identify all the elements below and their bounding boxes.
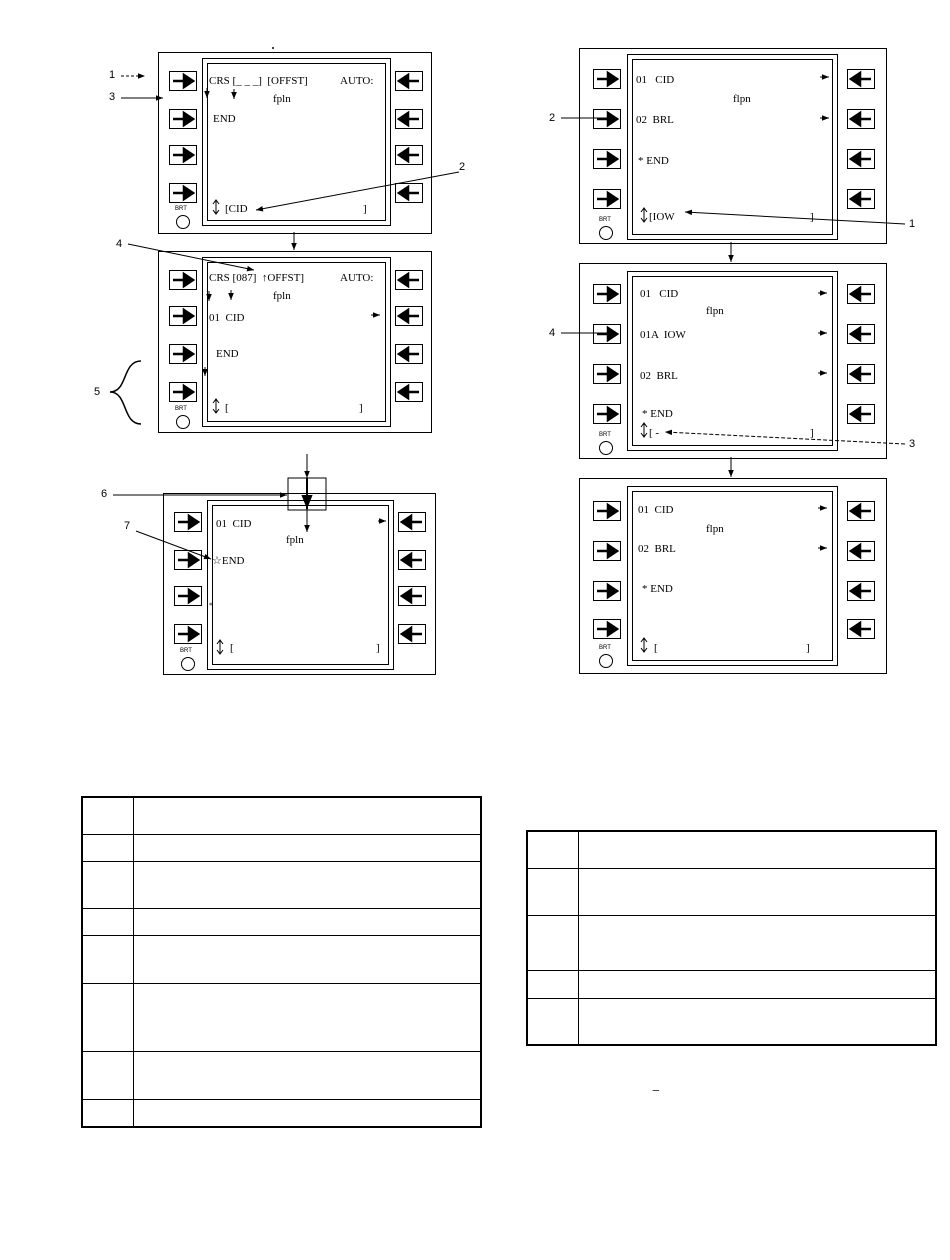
table-cell — [82, 797, 134, 834]
end-line: END — [216, 348, 239, 360]
table-cell — [134, 1099, 482, 1127]
scratchpad-close: ] — [806, 642, 810, 654]
end-line: ☆END — [212, 555, 245, 567]
line-select-key-r2[interactable] — [398, 550, 426, 570]
line-select-key-r1[interactable] — [847, 69, 875, 89]
brt-knob[interactable] — [181, 657, 195, 671]
callout-4: 4 — [116, 238, 123, 250]
line-select-key-r3[interactable] — [398, 586, 426, 606]
arrow-left-icon — [848, 110, 874, 128]
line-select-key-l3[interactable] — [169, 344, 197, 364]
table-cell — [579, 970, 937, 998]
callout-7: 7 — [124, 520, 131, 532]
line-select-key-l3[interactable] — [593, 149, 621, 169]
arrow-left-icon — [399, 625, 425, 643]
arrow-right-icon — [175, 625, 201, 643]
arrow-right-icon — [594, 365, 620, 383]
line-select-key-l3[interactable] — [593, 364, 621, 384]
callout-3: 3 — [109, 91, 116, 103]
line-select-key-r4[interactable] — [847, 619, 875, 639]
line-select-key-r1[interactable] — [847, 284, 875, 304]
arrow-left-icon — [399, 551, 425, 569]
line-select-key-l2[interactable] — [593, 109, 621, 129]
line-select-key-r2[interactable] — [395, 109, 423, 129]
line-select-key-r4[interactable] — [395, 183, 423, 203]
arrow-right-icon — [175, 513, 201, 531]
brt-label: BRT — [175, 406, 187, 412]
line-select-key-r4[interactable] — [395, 382, 423, 402]
arrow-left-icon — [848, 582, 874, 600]
arrow-right-icon — [594, 285, 620, 303]
legend-table-right — [526, 830, 937, 1046]
brt-label: BRT — [599, 432, 611, 438]
brt-knob[interactable] — [176, 215, 190, 229]
arrow-right-icon — [594, 70, 620, 88]
line-select-key-l1[interactable] — [593, 284, 621, 304]
arrow-left-icon — [396, 72, 422, 90]
line-select-key-r3[interactable] — [847, 581, 875, 601]
line-select-key-l4[interactable] — [593, 619, 621, 639]
arrow-right-icon — [170, 383, 196, 401]
arrow-right-icon — [594, 150, 620, 168]
arrow-left-icon — [848, 285, 874, 303]
table-cell — [527, 915, 579, 970]
line-select-key-l4[interactable] — [593, 404, 621, 424]
arrow-right-icon — [594, 502, 620, 520]
crs-offset-line: CRS [_ _ _] [OFFST] — [209, 75, 308, 87]
line-select-key-r1[interactable] — [398, 512, 426, 532]
line-select-key-r4[interactable] — [398, 624, 426, 644]
line-select-key-r2[interactable] — [847, 109, 875, 129]
scratchpad: [CID — [225, 203, 248, 215]
arrow-right-icon — [594, 190, 620, 208]
line-select-key-r4[interactable] — [847, 404, 875, 424]
table-cell — [579, 998, 937, 1045]
brt-knob[interactable] — [599, 654, 613, 668]
arrow-right-icon — [170, 72, 196, 90]
table-cell — [82, 908, 134, 935]
table-cell — [134, 935, 482, 983]
scratchpad-close: ] — [810, 211, 814, 223]
line-select-key-r3[interactable] — [847, 149, 875, 169]
brt-knob[interactable] — [176, 415, 190, 429]
arrow-left-icon — [396, 184, 422, 202]
line-select-key-l3[interactable] — [174, 586, 202, 606]
arrow-right-icon — [594, 405, 620, 423]
arrow-right-icon — [594, 542, 620, 560]
waypoint-row-1: 01 CID — [209, 312, 245, 324]
brt-knob[interactable] — [599, 441, 613, 455]
table-cell — [527, 831, 579, 868]
line-select-key-l1[interactable] — [593, 501, 621, 521]
table-cell — [579, 868, 937, 915]
scratchpad: [ — [230, 642, 234, 654]
callout-5: 5 — [94, 386, 101, 398]
auto-label: AUTO: — [340, 75, 374, 87]
brt-knob[interactable] — [599, 226, 613, 240]
line-select-key-r1[interactable] — [395, 270, 423, 290]
line-select-key-r3[interactable] — [847, 364, 875, 384]
table-cell — [527, 998, 579, 1045]
line-select-key-r1[interactable] — [847, 501, 875, 521]
brt-label: BRT — [175, 206, 187, 212]
arrow-left-icon — [848, 405, 874, 423]
page-title: flpn — [733, 93, 751, 105]
end-line: * END — [642, 408, 673, 420]
line-select-key-l1[interactable] — [593, 69, 621, 89]
table-cell — [82, 1051, 134, 1099]
arrow-left-icon — [848, 502, 874, 520]
table-cell — [134, 861, 482, 908]
scratchpad: [IOW — [649, 211, 675, 223]
arrow-right-icon — [594, 620, 620, 638]
line-select-key-r4[interactable] — [847, 189, 875, 209]
end-line: END — [213, 113, 236, 125]
line-select-key-l3[interactable] — [169, 145, 197, 165]
table-cell — [134, 908, 482, 935]
table-cell — [82, 834, 134, 861]
scratchpad-close: ] — [359, 402, 363, 414]
arrow-right-icon — [170, 146, 196, 164]
brt-label: BRT — [180, 648, 192, 654]
waypoint-row-1: 01 CID — [216, 518, 252, 530]
waypoint-row-1: 01 CID — [640, 288, 679, 300]
arrow-left-icon — [848, 150, 874, 168]
brt-label: BRT — [599, 217, 611, 223]
cdu-unit-right-1 — [579, 48, 887, 244]
end-line: * END — [638, 155, 669, 167]
scratchpad: [ — [225, 402, 229, 414]
line-select-key-l1[interactable] — [169, 71, 197, 91]
arrow-left-icon — [396, 146, 422, 164]
legend-table-left — [81, 796, 482, 1128]
arrow-left-icon — [848, 542, 874, 560]
arrow-left-icon — [399, 513, 425, 531]
arrow-right-icon — [594, 582, 620, 600]
table-cell — [134, 834, 482, 861]
line-select-key-r2[interactable] — [847, 541, 875, 561]
arrow-left-icon — [848, 365, 874, 383]
table-cell — [82, 983, 134, 1051]
table-cell — [579, 831, 937, 868]
page-title: fpln — [286, 534, 304, 546]
line-select-key-l2[interactable] — [169, 306, 197, 326]
callout-6: 6 — [101, 488, 108, 500]
arrow-right-icon — [170, 345, 196, 363]
callout-1: 1 — [109, 69, 116, 81]
arrow-right-icon — [175, 551, 201, 569]
page-title: fpln — [273, 93, 291, 105]
arrow-left-icon — [396, 345, 422, 363]
brt-label: BRT — [599, 645, 611, 651]
arrow-left-icon — [396, 383, 422, 401]
scratchpad-close: ] — [810, 427, 814, 439]
line-select-key-l4[interactable] — [169, 183, 197, 203]
line-select-key-r3[interactable] — [395, 344, 423, 364]
arrow-right-icon — [170, 110, 196, 128]
waypoint-row-1: 01 CID — [636, 74, 675, 86]
page-title: flpn — [706, 305, 724, 317]
arrow-left-icon — [848, 190, 874, 208]
line-select-key-l4[interactable] — [174, 624, 202, 644]
table-cell — [82, 861, 134, 908]
callout-4: 4 — [549, 327, 556, 339]
waypoint-row-3: 02 BRL — [640, 370, 678, 382]
line-select-key-r2[interactable] — [395, 306, 423, 326]
callout-2: 2 — [549, 112, 556, 124]
line-select-key-r2[interactable] — [847, 324, 875, 344]
end-line: * END — [642, 583, 673, 595]
line-select-key-l1[interactable] — [174, 512, 202, 532]
table-cell — [134, 1051, 482, 1099]
svg-text:*: * — [209, 601, 213, 610]
cdu-unit-right-3 — [579, 478, 887, 674]
bottom-mark: − — [652, 1084, 660, 1099]
table-cell — [579, 915, 937, 970]
arrow-left-icon — [396, 307, 422, 325]
scratchpad-close: ] — [363, 203, 367, 215]
page-title: fpln — [273, 290, 291, 302]
cdu-unit-left-1 — [158, 52, 432, 234]
table-cell — [82, 935, 134, 983]
line-select-key-l2[interactable] — [593, 541, 621, 561]
line-select-key-l2[interactable] — [169, 109, 197, 129]
waypoint-row-2: 01A IOW — [640, 329, 686, 341]
line-select-key-l4[interactable] — [593, 189, 621, 209]
cdu-unit-left-3 — [163, 493, 436, 675]
cdu-unit-right-2 — [579, 263, 887, 459]
auto-label: AUTO: — [340, 272, 374, 284]
callout-1: 1 — [909, 218, 916, 230]
waypoint-row-2: 02 BRL — [638, 543, 676, 555]
arrow-left-icon — [396, 110, 422, 128]
line-select-key-l1[interactable] — [169, 270, 197, 290]
arrow-left-icon — [399, 587, 425, 605]
line-select-key-l4[interactable] — [169, 382, 197, 402]
waypoint-row-2: 02 BRL — [636, 114, 674, 126]
line-select-key-l2[interactable] — [174, 550, 202, 570]
table-cell — [134, 797, 482, 834]
arrow-right-icon — [170, 271, 196, 289]
line-select-key-l2[interactable] — [593, 324, 621, 344]
arrow-left-icon — [848, 70, 874, 88]
arrow-right-icon — [594, 110, 620, 128]
arrow-right-icon — [175, 587, 201, 605]
scratchpad: [ - — [649, 427, 660, 439]
page-title: flpn — [706, 523, 724, 535]
scratchpad: [ — [654, 642, 658, 654]
scratchpad-close: ] — [376, 642, 380, 654]
crs-offset-line: CRS [087] ↑OFFST] — [209, 272, 305, 284]
callout-2: 2 — [459, 161, 466, 173]
callout-3: 3 — [909, 438, 916, 450]
arrow-left-icon — [848, 620, 874, 638]
cdu-unit-left-2 — [158, 251, 432, 433]
line-select-key-r3[interactable] — [395, 145, 423, 165]
waypoint-row-1: 01 CID — [638, 504, 674, 516]
arrow-left-icon — [396, 271, 422, 289]
table-cell — [527, 970, 579, 998]
arrow-right-icon — [170, 184, 196, 202]
line-select-key-l3[interactable] — [593, 581, 621, 601]
table-cell — [527, 868, 579, 915]
arrow-right-icon — [594, 325, 620, 343]
table-cell — [134, 983, 482, 1051]
table-cell — [82, 1099, 134, 1127]
arrow-right-icon — [170, 307, 196, 325]
line-select-key-r1[interactable] — [395, 71, 423, 91]
arrow-left-icon — [848, 325, 874, 343]
